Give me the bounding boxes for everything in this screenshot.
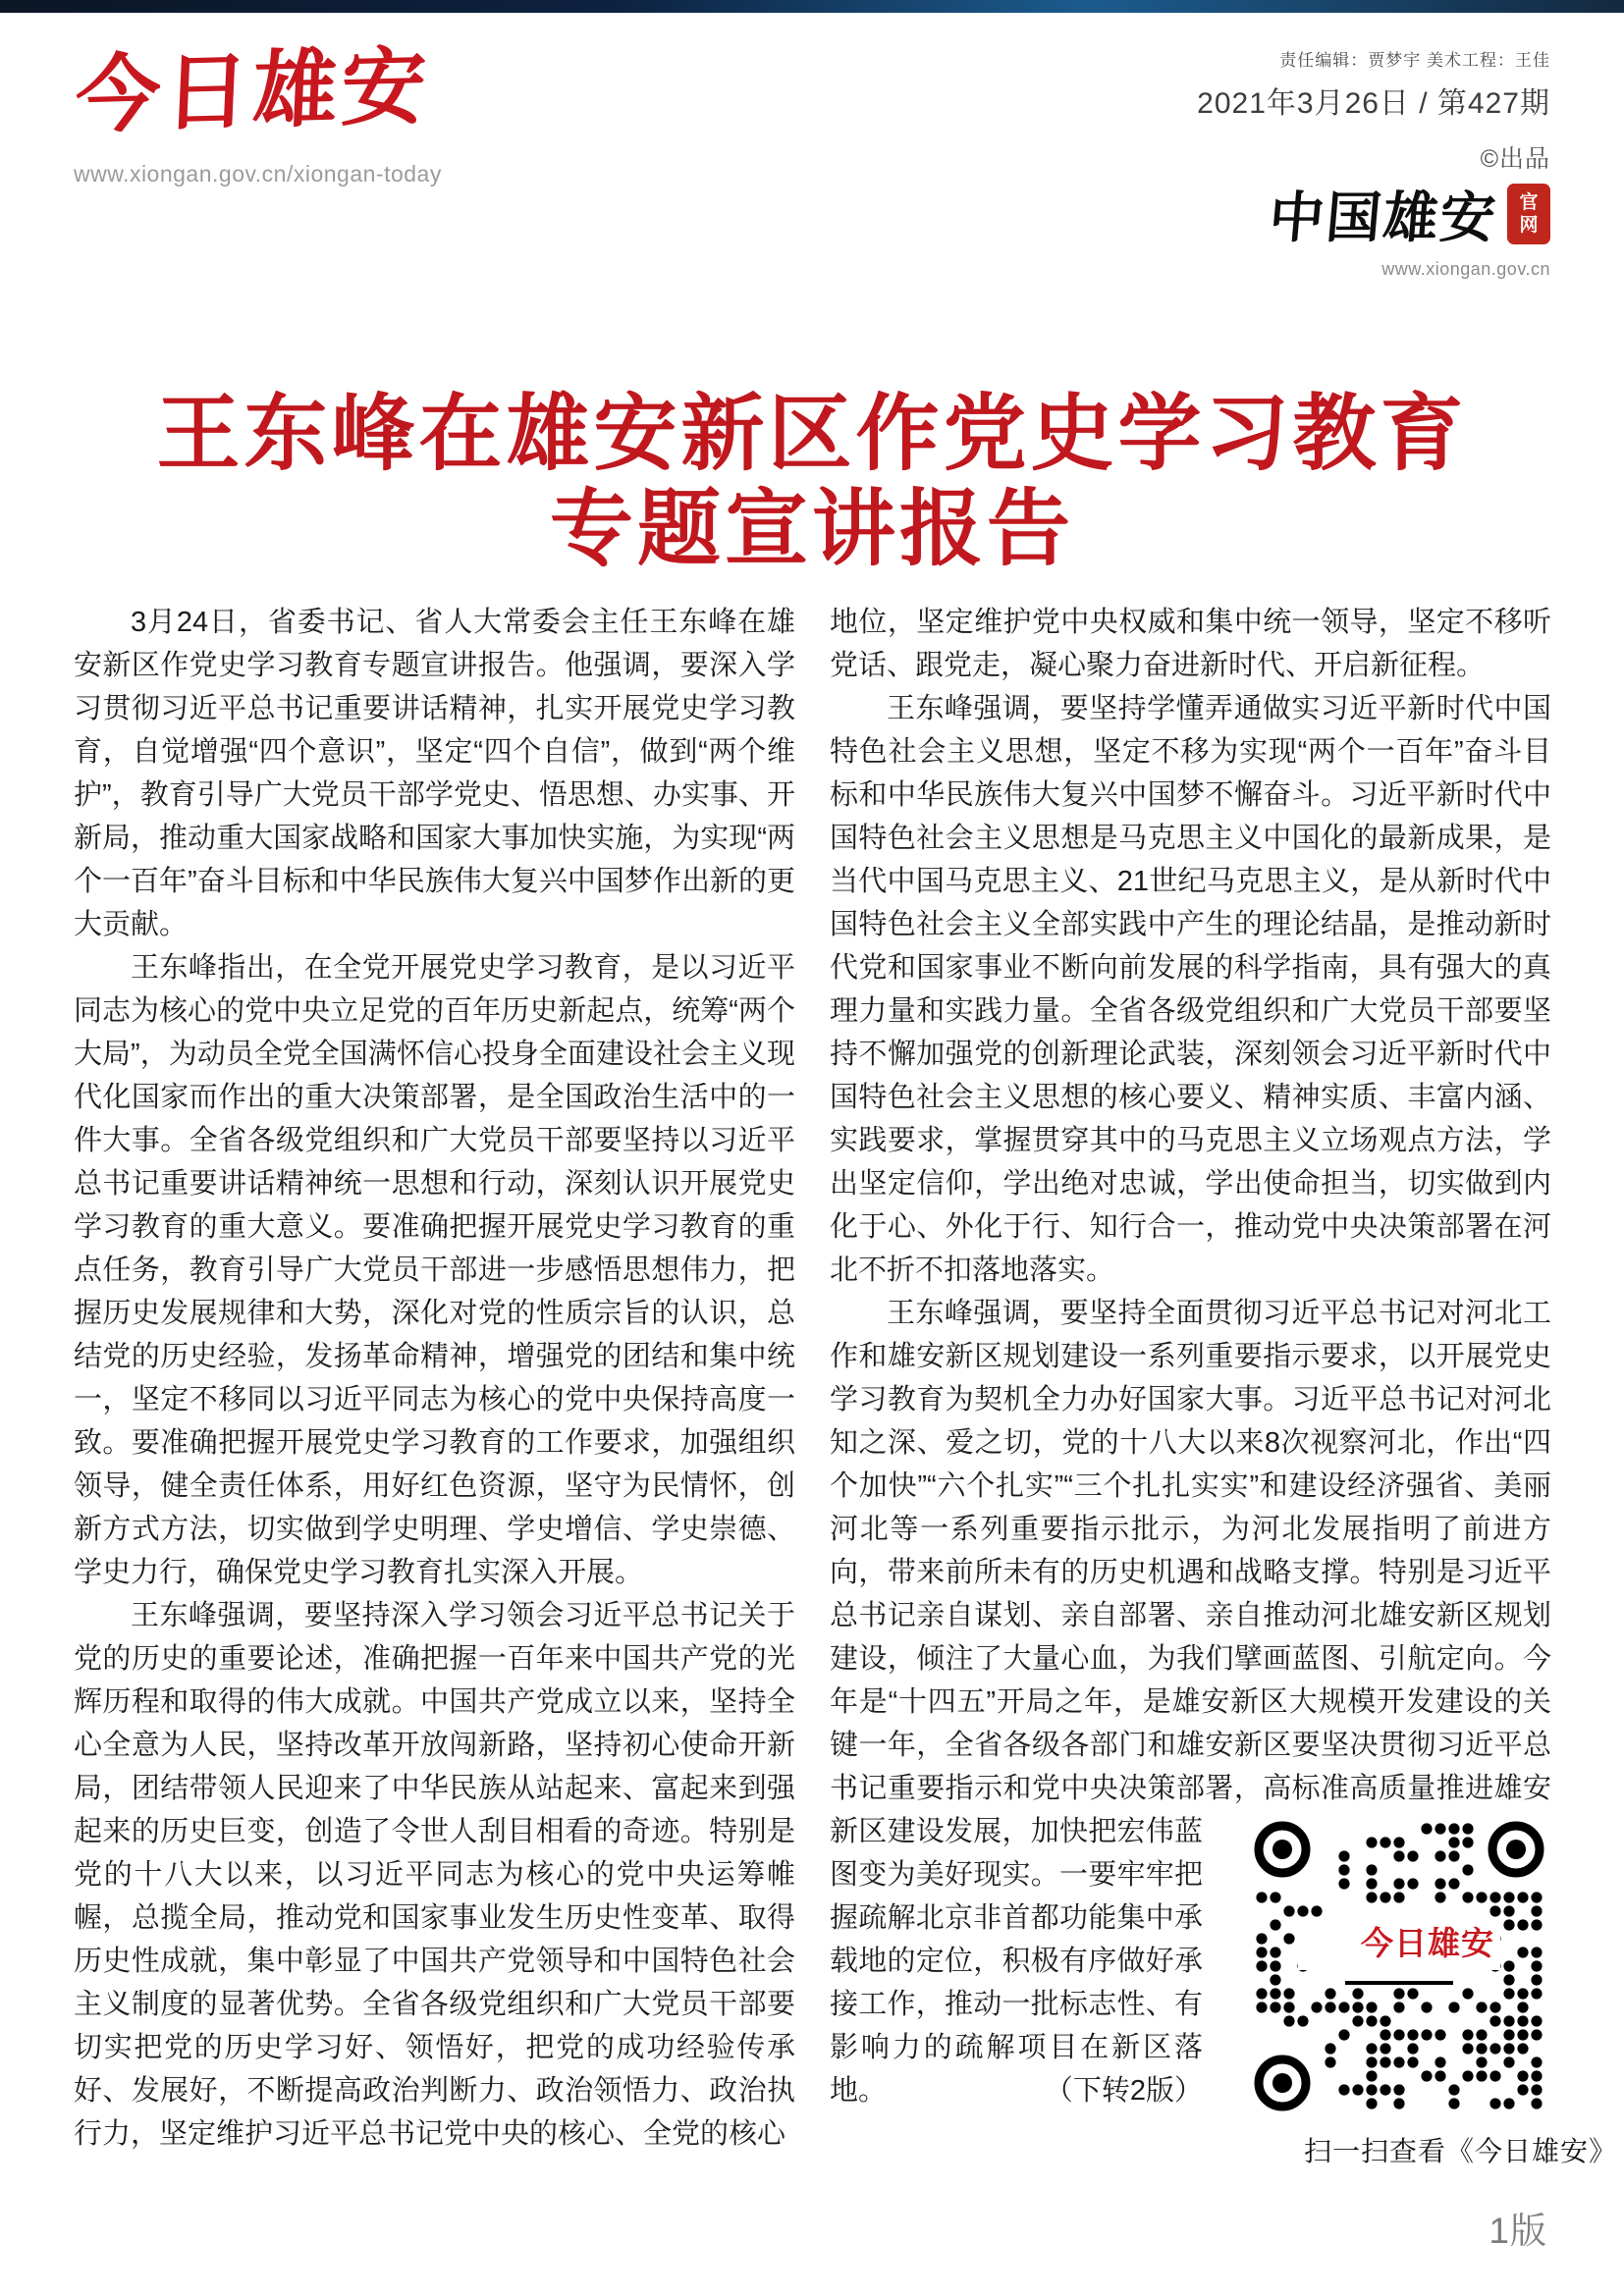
- newspaper-logo: 今日雄安: [73, 39, 432, 143]
- headline-line2: 专题宣讲报告: [549, 484, 1074, 576]
- qr-caption: 扫一扫查看《今日雄安》: [1304, 2136, 1618, 2166]
- qr-code: [1247, 1814, 1551, 2118]
- article-right-column: [830, 601, 1618, 2179]
- produced-by-label: ©出品: [1480, 145, 1550, 173]
- last-paragraph-before-qr: 王东峰强调，要坚持全面贯彻习近平总书记对河北工作和雄安新区规划建设一系列重要指示要求，以开展党史学习教育为契机全力办好国家大事。习近平总书记对河北知之深、爱之切，党的十八大以来8次视察河北，作出“四个加快”“六个扎实”“三个扎扎实实”和建设经济强省、美丽河北等一系列重要指示批示，为河北发展指明了前进方向，带来前所未有的历史机遇和战略支撑。特别是习近平总书记亲自谋划、亲自部署、亲自推动河北雄安新区规划建设，倾注了大量心血，为我们擘画蓝图、引航定向。今年是“十四五”开局之年，是雄安新区大规模开发建设的关键一年，全省各级各部门和雄安新区要坚决贯彻习近平总书记重要指示和党中央决策部署，高标准高质量推进雄: [830, 1298, 1551, 1804]
- seal-char-bottom: 网: [1519, 215, 1539, 236]
- main-headline: [0, 388, 1624, 578]
- article-paragraph: 地位，坚定维护党中央权威和集中统一领导，坚定不移听党话、跟党走，凝心聚力奋进新时代、开启新征程。: [830, 607, 1551, 681]
- masthead-left: [73, 39, 442, 187]
- article-paragraph: 王东峰强调，要坚持深入学习领会习近平总书记关于党的历史的重要论述，准确把握一百年来中国共产党的光辉历程和取得的伟大成就。中国共产党成立以来，坚持全心全意为人民，坚持改革开放闯新路，坚持初心使命开新局，团结带领人民迎来了中华民族从站起来、富起来到强起来的历史巨变，创造了令世人刮目相看的奇迹。特别是党的十八大以来，以习近平同志为核心的党中央运筹帷幄，总揽全局，推动党和国家事业发生历史性变革、取得历史性成就，集中彰显了中国共产党领导和中国特色社会主义制度的显著优势。全省各级党组织和广大党员干部要切实把党的历史学习好、领悟好，把党的成功经验传承好、发展好，不断提高政治判断力、政治领悟力、政治执行力，坚定维护习近平总书记党中央的核心、全党的核心: [74, 1600, 795, 2150]
- issue-date: 2021年3月26日 / 第427期: [1197, 87, 1550, 120]
- brand-url: www.xiongan.gov.cn: [1381, 259, 1550, 279]
- article-body: [74, 601, 1618, 2179]
- brand-row: [1197, 175, 1550, 253]
- brand-logo: 中国雄安: [1266, 188, 1500, 249]
- qr-block: [1247, 1814, 1618, 2173]
- top-accent-bar: [0, 0, 1624, 13]
- page-number: 1版: [1489, 2211, 1547, 2251]
- newspaper-logo-url: www.xiongan.gov.cn/xiongan-today: [74, 160, 442, 187]
- article-paragraph: 王东峰强调，要坚持学懂弄通做实习近平新时代中国特色社会主义思想，坚定不移为实现“两个一百年”奋斗目标和中华民族伟大复兴中国梦不懈奋斗。习近平新时代中国特色社会主义思想是马克思主义中国化的最新成果，是当代中国马克思主义、21世纪马克思主义，是从新时代中国特色社会主义全部实践中产生的理论结晶，是推动新时代党和国家事业不断向前发展的科学指南，具有强大的真理力量和实践力量。全省各级党组织和广大党员干部要坚持不懈加强党的创新理论武装，深刻领会习近平新时代中国特色社会主义思想的核心要义、精神实质、丰富内涵、实践要求，掌握贯穿其中的马克思主义立场观点方法，学出坚定信仰，学出绝对忠诚，学出使命担当，切实做到内化于心、外化于行、知行合一，推动党中央决策部署在河北不折不扣落地落实。: [830, 693, 1551, 1286]
- qr-center-label: 今日雄安: [1298, 1919, 1500, 1970]
- jump-notice: （下转2版）: [1044, 2075, 1203, 2107]
- article-last-paragraph: [830, 1292, 1618, 2166]
- headline-line1: 王东峰在雄安新区作党史学习教育: [156, 389, 1468, 481]
- article-paragraph: 王东峰指出，在全党开展党史学习教育，是以习近平同志为核心的党中央立足党的百年历史新起点，统筹“两个大局”，为动员全党全国满怀信心投身全面建设社会主义现代化国家而作出的重大决策部署，是全国政治生活中的一件大事。全省各级党组织和广大党员干部要坚持以习近平总书记重要讲话精神统一思想和行动，深刻认识开展党史学习教育的重大意义。要准确把握开展党史学习教育的重点任务，教育引导广大党员干部进一步感悟思想伟力，把握历史发展规律和大势，深化对党的性质宗旨的认识，总结党的历史经验，发扬革命精神，增强党的团结和集中统一，坚定不移同以习近平同志为核心的党中央保持高度一致。要准确把握开展党史学习教育的工作要求，加强组织领导，健全责任体系，用好红色资源，坚守为民情怀，创新方式方法，切实做到学史明理、学史增信、学史崇德、学史力行，确保党史学习教育扎实深入开展。: [74, 952, 795, 1588]
- last-paragraph-after-qr: 安新区建设发展，加快把宏伟蓝图变为美好现实。一要牢牢把握疏解北京非首都功能集中承载地的定位，积极有序做好承接工作，推动一批标志性、有影响力的疏解项目在新区落地。: [830, 1773, 1551, 2107]
- seal-char-top: 官: [1519, 192, 1539, 213]
- article-right-lead: [830, 601, 1551, 1292]
- masthead-right: [1197, 42, 1550, 280]
- article-paragraph: 3月24日，省委书记、省人大常委会主任王东峰在雄安新区作党史学习教育专题宣讲报告。他强调，要深入学习贯彻习近平总书记重要讲话精神，扎实开展党史学习教育，自觉增强“四个意识”，坚定“四个自信”，做到“两个维护”，教育引导广大党员干部学党史、悟思想、办实事、开新局，推动重大国家战略和国家大事加快实施，为实现“两个一百年”奋斗目标和中华民族伟大复兴中国梦作出新的更大贡献。: [74, 607, 795, 940]
- article-left-column: [74, 601, 795, 2179]
- official-site-seal: [1507, 184, 1550, 244]
- editor-credits: 责任编辑：贾梦宇 美术工程：王佳: [1279, 51, 1550, 70]
- masthead: [0, 13, 1624, 280]
